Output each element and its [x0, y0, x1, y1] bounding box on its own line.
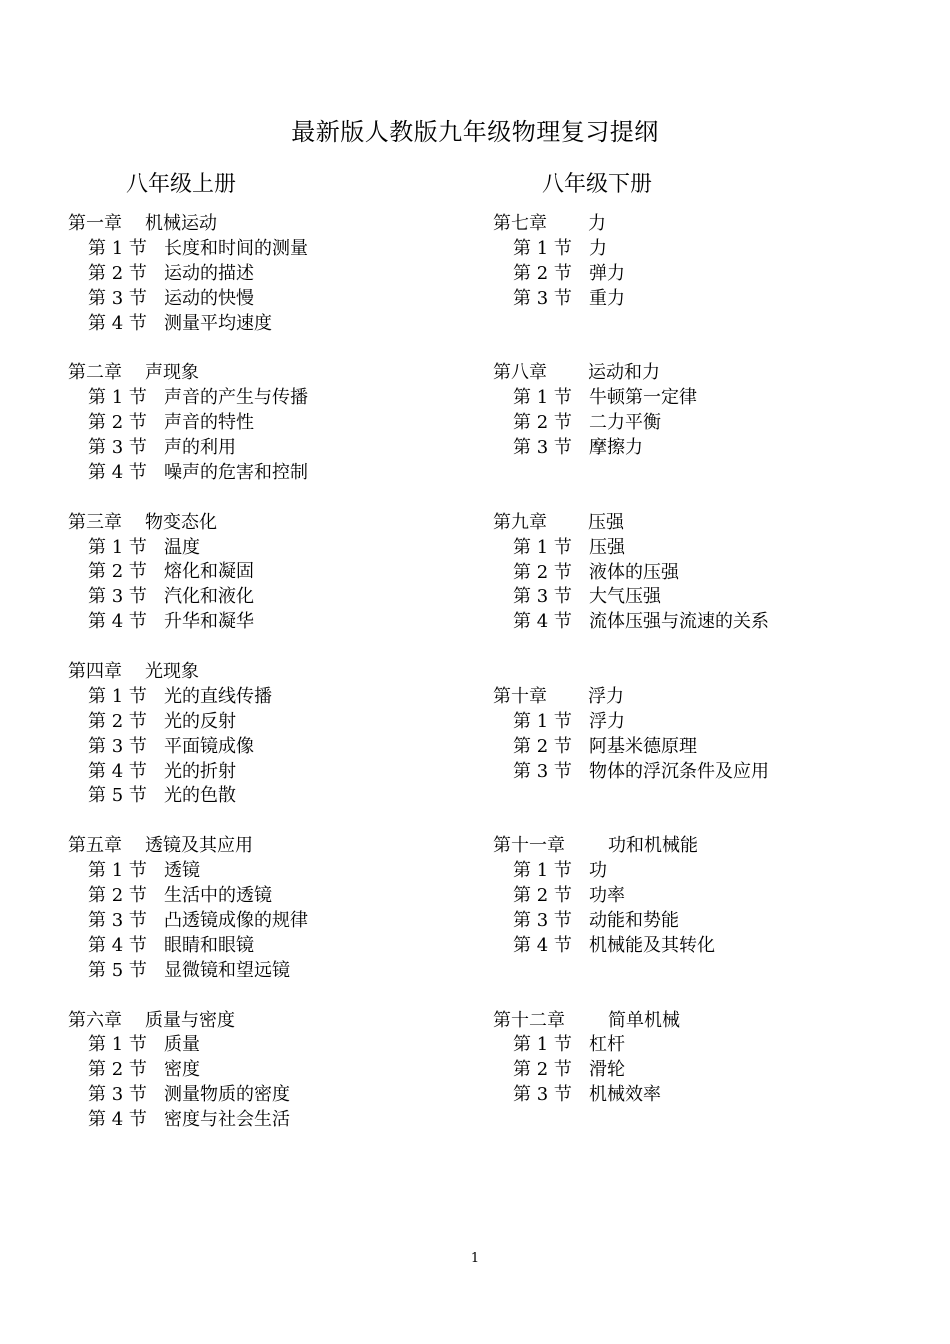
section-label: 第 4 节	[88, 461, 147, 483]
chapter-title: 力	[588, 213, 606, 234]
section-label: 第 1 节	[513, 710, 572, 732]
chapter-label: 第十二章	[493, 1009, 565, 1031]
chapter-block	[493, 834, 913, 958]
section-item	[68, 610, 488, 635]
section-label: 第 3 节	[88, 287, 147, 309]
section-label: 第 2 节	[88, 561, 147, 583]
section-label: 第 1 节	[513, 387, 572, 409]
section-title: 牛顿第一定律	[589, 387, 697, 409]
section-label: 第 1 节	[88, 387, 147, 409]
page-number: 1	[470, 1251, 480, 1266]
chapter-title: 物变态化	[145, 511, 217, 533]
section-label: 第 3 节	[88, 437, 147, 459]
section-item	[493, 411, 913, 436]
section-item	[68, 1108, 488, 1133]
section-label: 第 3 节	[88, 586, 147, 608]
section-title: 力	[589, 237, 607, 259]
section-item	[493, 760, 913, 785]
section-label: 第 2 节	[88, 262, 147, 284]
chapter-block	[68, 1009, 488, 1133]
section-item	[493, 237, 913, 262]
section-label: 第 3 节	[513, 586, 572, 608]
section-label: 第 1 节	[513, 860, 572, 882]
section-label: 第 2 节	[513, 735, 572, 757]
section-title: 光的色散	[164, 785, 236, 807]
section-title: 测量物质的密度	[164, 1084, 290, 1106]
section-item	[68, 461, 488, 486]
section-title: 光的折射	[164, 760, 236, 782]
section-label: 第 1 节	[88, 1034, 147, 1056]
section-title: 动能和势能	[589, 910, 679, 931]
section-label: 第 4 节	[88, 312, 147, 334]
section-label: 第 2 节	[513, 885, 572, 907]
section-label: 第 4 节	[88, 934, 147, 956]
section-title: 生活中的透镜	[164, 885, 272, 907]
section-label: 第 1 节	[88, 237, 147, 259]
page-title: 最新版人教版九年级物理复习提纲	[291, 118, 659, 146]
section-title: 温度	[164, 536, 200, 558]
section-title: 压强	[589, 536, 625, 558]
section-title: 重力	[589, 287, 625, 309]
chapter-heading	[493, 511, 913, 536]
section-title: 汽化和液化	[164, 586, 254, 608]
section-item	[68, 585, 488, 610]
left-outline-column	[68, 212, 488, 1158]
chapter-label: 第四章	[68, 661, 122, 683]
chapter-label: 第三章	[68, 511, 122, 533]
section-item	[68, 959, 488, 984]
chapter-title: 声现象	[145, 362, 199, 384]
section-label: 第 2 节	[88, 412, 147, 434]
section-label: 第 1 节	[513, 536, 572, 558]
section-item	[493, 386, 913, 411]
section-item	[493, 884, 913, 909]
section-label: 第 3 节	[513, 437, 572, 459]
chapter-block	[68, 511, 488, 635]
chapter-label: 第七章	[493, 213, 547, 234]
chapter-title: 简单机械	[608, 1009, 680, 1031]
chapter-label: 第九章	[493, 511, 547, 533]
section-title: 噪声的危害和控制	[164, 461, 308, 483]
section-label: 第 2 节	[88, 1059, 147, 1081]
section-label: 第 1 节	[88, 536, 147, 558]
right-column-heading: 八年级下册	[542, 172, 653, 197]
chapter-title: 机械运动	[145, 213, 217, 234]
section-title: 光的直线传播	[164, 685, 272, 707]
section-label: 第 5 节	[88, 785, 147, 807]
chapter-heading	[68, 834, 488, 859]
section-item	[493, 436, 913, 461]
section-item	[493, 735, 913, 760]
section-item	[68, 312, 488, 337]
section-title: 二力平衡	[589, 412, 661, 434]
section-label: 第 1 节	[513, 237, 572, 259]
section-item	[68, 859, 488, 884]
chapter-label: 第八章	[493, 362, 547, 384]
chapter-block	[68, 212, 488, 336]
section-item	[493, 909, 913, 934]
section-title: 摩擦力	[589, 437, 643, 459]
chapter-label: 第十一章	[493, 835, 565, 857]
section-label: 第 1 节	[513, 1034, 572, 1056]
section-label: 第 2 节	[513, 1059, 572, 1081]
section-title: 眼睛和眼镜	[164, 934, 254, 956]
section-item	[68, 386, 488, 411]
section-item	[493, 585, 913, 610]
section-label: 第 4 节	[88, 760, 147, 782]
section-item	[68, 1083, 488, 1108]
section-item	[493, 262, 913, 287]
section-label: 第 3 节	[513, 760, 572, 782]
chapter-block	[68, 361, 488, 485]
section-item	[68, 560, 488, 585]
section-item	[493, 934, 913, 959]
chapter-heading	[493, 1009, 913, 1034]
chapter-heading	[493, 834, 913, 859]
section-item	[493, 536, 913, 561]
section-item	[68, 287, 488, 312]
chapter-label: 第五章	[68, 835, 122, 857]
section-item	[493, 1033, 913, 1058]
section-label: 第 1 节	[88, 685, 147, 707]
section-item	[68, 760, 488, 785]
section-title: 测量平均速度	[164, 312, 272, 334]
chapter-heading	[68, 660, 488, 685]
section-item	[68, 710, 488, 735]
section-title: 显微镜和望远镜	[164, 959, 290, 981]
section-label: 第 2 节	[513, 561, 572, 583]
chapter-heading	[493, 361, 913, 386]
section-title: 液体的压强	[589, 561, 679, 583]
section-title: 长度和时间的测量	[164, 237, 308, 259]
section-item	[68, 909, 488, 934]
section-label: 第 4 节	[88, 1109, 147, 1131]
chapter-block	[493, 685, 913, 785]
section-item	[68, 685, 488, 710]
section-title: 声的利用	[164, 437, 236, 459]
section-item	[68, 735, 488, 760]
section-title: 光的反射	[164, 710, 236, 732]
chapter-title: 透镜及其应用	[145, 835, 253, 857]
section-title: 物体的浮沉条件及应用	[589, 760, 769, 782]
section-title: 密度与社会生活	[164, 1109, 290, 1131]
section-item	[68, 411, 488, 436]
left-column-heading: 八年级上册	[126, 172, 237, 197]
section-label: 第 4 节	[513, 934, 572, 956]
section-title: 机械能及其转化	[589, 934, 715, 956]
chapter-heading	[68, 212, 488, 237]
section-item	[493, 859, 913, 884]
section-item	[493, 710, 913, 735]
section-label: 第 2 节	[88, 710, 147, 732]
right-outline-column	[493, 212, 913, 1133]
chapter-title: 浮力	[588, 685, 624, 707]
section-label: 第 3 节	[88, 1084, 147, 1106]
chapter-title: 运动和力	[588, 362, 660, 384]
chapter-label: 第二章	[68, 362, 122, 384]
section-title: 声音的特性	[164, 412, 254, 434]
section-title: 杠杆	[589, 1034, 625, 1056]
section-label: 第 3 节	[88, 909, 147, 931]
section-title: 平面镜成像	[164, 735, 254, 757]
section-title: 凸透镜成像的规律	[164, 909, 308, 931]
section-item	[493, 1083, 913, 1108]
chapter-title: 压强	[588, 511, 624, 533]
section-label: 第 2 节	[88, 885, 147, 907]
section-item	[68, 934, 488, 959]
chapter-block	[493, 511, 913, 635]
section-item	[493, 610, 913, 635]
section-item	[68, 1033, 488, 1058]
chapter-block	[493, 212, 913, 312]
section-title: 透镜	[164, 860, 200, 882]
section-item	[68, 884, 488, 909]
chapter-heading	[68, 1009, 488, 1034]
section-title: 机械效率	[589, 1084, 661, 1106]
chapter-heading	[68, 511, 488, 536]
section-label: 第 3 节	[513, 1084, 572, 1106]
section-item	[68, 536, 488, 561]
section-item	[68, 262, 488, 287]
section-item	[493, 1058, 913, 1083]
chapter-label: 第六章	[68, 1009, 122, 1031]
section-label: 第 2 节	[513, 262, 572, 284]
chapter-label: 第十章	[493, 685, 547, 707]
chapter-block	[493, 361, 913, 461]
section-title: 弹力	[589, 262, 625, 284]
section-title: 升华和凝华	[164, 611, 254, 633]
section-title: 运动的描述	[164, 262, 254, 284]
chapter-title: 质量与密度	[145, 1009, 235, 1031]
chapter-heading	[493, 685, 913, 710]
section-item	[68, 436, 488, 461]
section-title: 流体压强与流速的关系	[589, 611, 769, 633]
section-title: 滑轮	[589, 1059, 625, 1081]
section-label: 第 4 节	[88, 611, 147, 633]
chapter-heading	[493, 212, 913, 237]
section-label: 第 3 节	[513, 910, 572, 931]
chapter-title: 光现象	[145, 661, 199, 683]
section-label: 第 3 节	[88, 735, 147, 757]
section-label: 第 4 节	[513, 611, 572, 633]
section-title: 运动的快慢	[164, 287, 254, 309]
section-title: 功	[589, 860, 607, 882]
chapter-heading	[68, 361, 488, 386]
section-title: 大气压强	[589, 586, 661, 608]
section-title: 熔化和凝固	[164, 561, 254, 583]
section-item	[493, 287, 913, 312]
section-label: 第 5 节	[88, 959, 147, 981]
chapter-title: 功和机械能	[608, 835, 698, 857]
section-title: 密度	[164, 1059, 200, 1081]
section-title: 浮力	[589, 710, 625, 732]
section-item	[68, 1058, 488, 1083]
section-item	[493, 561, 913, 586]
section-title: 质量	[164, 1034, 200, 1056]
section-title: 声音的产生与传播	[164, 387, 308, 409]
section-label: 第 2 节	[513, 412, 572, 434]
chapter-block	[68, 834, 488, 983]
chapter-label: 第一章	[68, 213, 122, 234]
chapter-block	[493, 1009, 913, 1109]
section-label: 第 3 节	[513, 287, 572, 309]
section-title: 阿基米德原理	[589, 735, 697, 757]
section-item	[68, 237, 488, 262]
section-item	[68, 784, 488, 809]
section-title: 功率	[589, 885, 625, 907]
section-label: 第 1 节	[88, 860, 147, 882]
chapter-block	[68, 660, 488, 809]
